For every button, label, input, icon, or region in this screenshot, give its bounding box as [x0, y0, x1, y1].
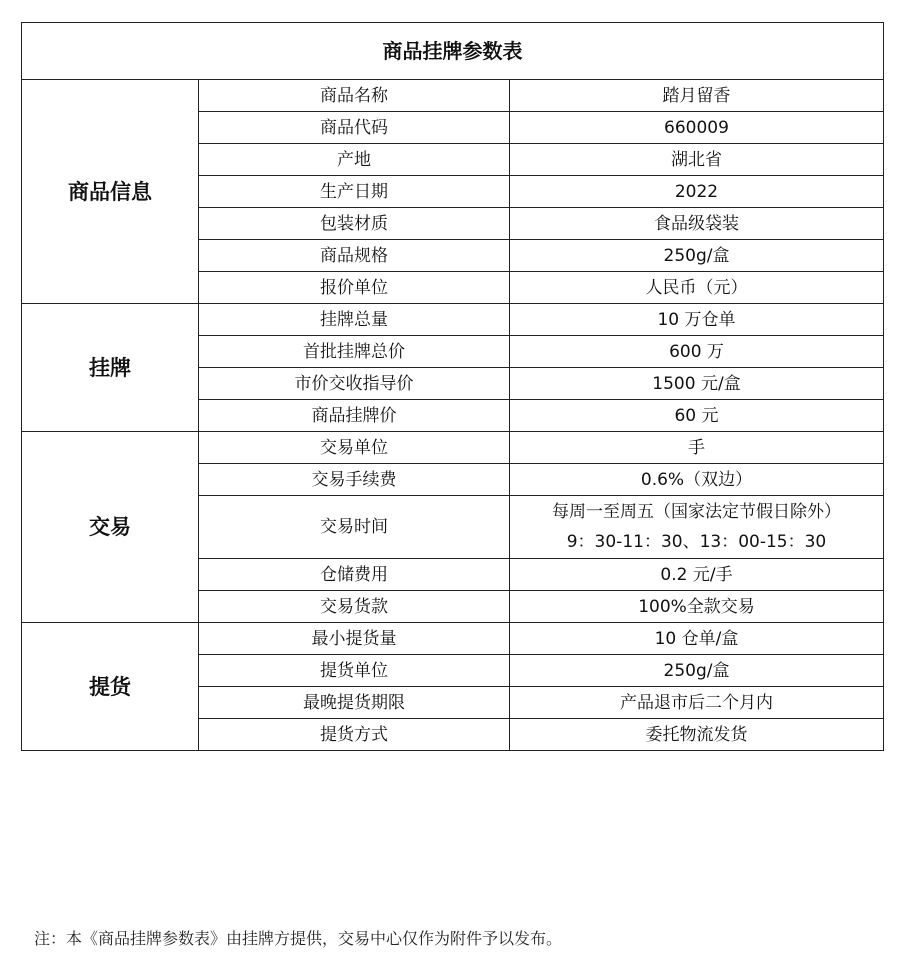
param-value: 10 仓单/盒: [510, 623, 884, 655]
param-name: 商品规格: [199, 240, 510, 272]
param-value: 100%全款交易: [510, 591, 884, 623]
param-value: 250g/盒: [510, 240, 884, 272]
param-name: 市价交收指导价: [199, 368, 510, 400]
param-name: 商品名称: [199, 80, 510, 112]
param-name: 最小提货量: [199, 623, 510, 655]
param-value-multiline: [510, 496, 884, 559]
param-value: 1500 元/盒: [510, 368, 884, 400]
trading-time-days: 每周一至周五（国家法定节假日除外）: [552, 502, 841, 522]
param-value: 660009: [510, 112, 884, 144]
trading-time-hours: 9：30-11：30、13：00-15：30: [566, 532, 827, 552]
param-name: 仓储费用: [199, 559, 510, 591]
param-name: 交易货款: [199, 591, 510, 623]
param-value: 250g/盒: [510, 655, 884, 687]
param-name: 产地: [199, 144, 510, 176]
table-title: 商品挂牌参数表: [22, 23, 884, 80]
param-name: 提货方式: [199, 719, 510, 751]
param-value: 60 元: [510, 400, 884, 432]
param-name: 商品代码: [199, 112, 510, 144]
table-row: [22, 623, 884, 655]
param-value: 600 万: [510, 336, 884, 368]
param-name: 交易手续费: [199, 464, 510, 496]
param-name: 交易单位: [199, 432, 510, 464]
table-row: [22, 304, 884, 336]
param-value: 产品退市后二个月内: [510, 687, 884, 719]
param-value: 食品级袋装: [510, 208, 884, 240]
param-name: 提货单位: [199, 655, 510, 687]
table-row: [22, 432, 884, 464]
param-name: 交易时间: [199, 496, 510, 559]
param-value: 0.6%（双边）: [510, 464, 884, 496]
param-value: 人民币（元）: [510, 272, 884, 304]
param-name: 首批挂牌总价: [199, 336, 510, 368]
param-name: 生产日期: [199, 176, 510, 208]
param-value: 手: [510, 432, 884, 464]
param-value: 湖北省: [510, 144, 884, 176]
group-label-delivery: 提货: [22, 623, 199, 751]
group-label-listing: 挂牌: [22, 304, 199, 432]
param-name: 最晚提货期限: [199, 687, 510, 719]
group-label-product-info: 商品信息: [22, 80, 199, 304]
param-name: 商品挂牌价: [199, 400, 510, 432]
param-name: 报价单位: [199, 272, 510, 304]
param-value: 踏月留香: [510, 80, 884, 112]
param-name: 包装材质: [199, 208, 510, 240]
param-value: 委托物流发货: [510, 719, 884, 751]
param-name: 挂牌总量: [199, 304, 510, 336]
param-value: 10 万仓单: [510, 304, 884, 336]
group-label-trading: 交易: [22, 432, 199, 623]
parameter-table: [21, 22, 884, 751]
footnote: 注：本《商品挂牌参数表》由挂牌方提供，交易中心仅作为附件予以发布。: [34, 929, 563, 948]
param-value: 2022: [510, 176, 884, 208]
table-row: [22, 80, 884, 112]
param-value: 0.2 元/手: [510, 559, 884, 591]
